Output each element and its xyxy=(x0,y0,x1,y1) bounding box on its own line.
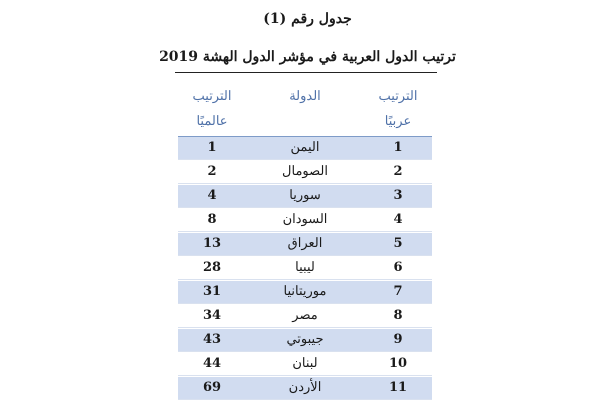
arab-rank-cell: 7 xyxy=(393,284,403,299)
world-rank-cell: 34 xyxy=(202,308,222,323)
world-rank-cell: 4 xyxy=(207,188,217,203)
table-row xyxy=(178,353,432,376)
arab-rank-cell: 5 xyxy=(393,236,403,251)
header-world-rank-line1: الترتيب xyxy=(192,89,232,104)
arab-rank-cell: 9 xyxy=(393,332,403,347)
table-row xyxy=(178,137,432,160)
country-cell: اليمن xyxy=(290,140,320,155)
arab-rank-cell: 11 xyxy=(388,380,408,395)
world-rank-cell: 1 xyxy=(207,140,217,155)
table-row xyxy=(178,329,432,352)
world-rank-cell: 13 xyxy=(202,236,222,251)
arab-rank-cell: 3 xyxy=(393,188,403,203)
header-country xyxy=(265,84,345,109)
table-row xyxy=(178,209,432,232)
header-world-rank-line2: عالميًا xyxy=(196,114,228,129)
country-cell: مصر xyxy=(292,308,318,323)
country-cell: لبنان xyxy=(292,356,318,371)
country-cell: ليبيا xyxy=(295,260,315,275)
world-rank-cell: 31 xyxy=(202,284,222,299)
header-country-label: الدولة xyxy=(289,89,321,104)
world-rank-cell: 8 xyxy=(207,212,217,227)
world-rank-cell: 28 xyxy=(202,260,222,275)
table-row xyxy=(178,161,432,184)
table-row xyxy=(178,233,432,256)
table-row xyxy=(178,185,432,208)
table-row xyxy=(178,305,432,328)
country-cell: العراق xyxy=(287,236,323,251)
world-rank-cell: 44 xyxy=(202,356,222,371)
arab-rank-cell: 6 xyxy=(393,260,403,275)
table-row xyxy=(178,281,432,304)
arab-rank-cell: 10 xyxy=(388,356,408,371)
country-cell: سوريا xyxy=(289,188,321,203)
header-arab-rank-line1: الترتيب xyxy=(378,89,418,104)
country-cell: موريتانيا xyxy=(283,284,327,299)
country-cell: الأردن xyxy=(288,380,322,395)
table-row xyxy=(178,257,432,280)
arab-rank-cell: 1 xyxy=(393,140,403,155)
header-arab-rank-line2: عربيًا xyxy=(384,114,412,129)
world-rank-cell: 2 xyxy=(207,164,217,179)
title-underline xyxy=(175,72,437,73)
country-cell: جيبوتي xyxy=(286,332,324,347)
header-arab-rank xyxy=(364,84,432,134)
arab-rank-cell: 4 xyxy=(393,212,403,227)
table-title: ترتيب الدول العربية في مؤشر الدول الهشة 2019 xyxy=(159,49,456,65)
country-cell: السودان xyxy=(282,212,328,227)
table-caption: جدول رقم (1) xyxy=(263,11,352,27)
arab-rank-cell: 8 xyxy=(393,308,403,323)
header-world-rank xyxy=(178,84,246,134)
table-row xyxy=(178,377,432,400)
arab-rank-cell: 2 xyxy=(393,164,403,179)
country-cell: الصومال xyxy=(282,164,328,179)
ranking-table-body xyxy=(178,137,432,401)
world-rank-cell: 69 xyxy=(202,380,222,395)
world-rank-cell: 43 xyxy=(202,332,222,347)
